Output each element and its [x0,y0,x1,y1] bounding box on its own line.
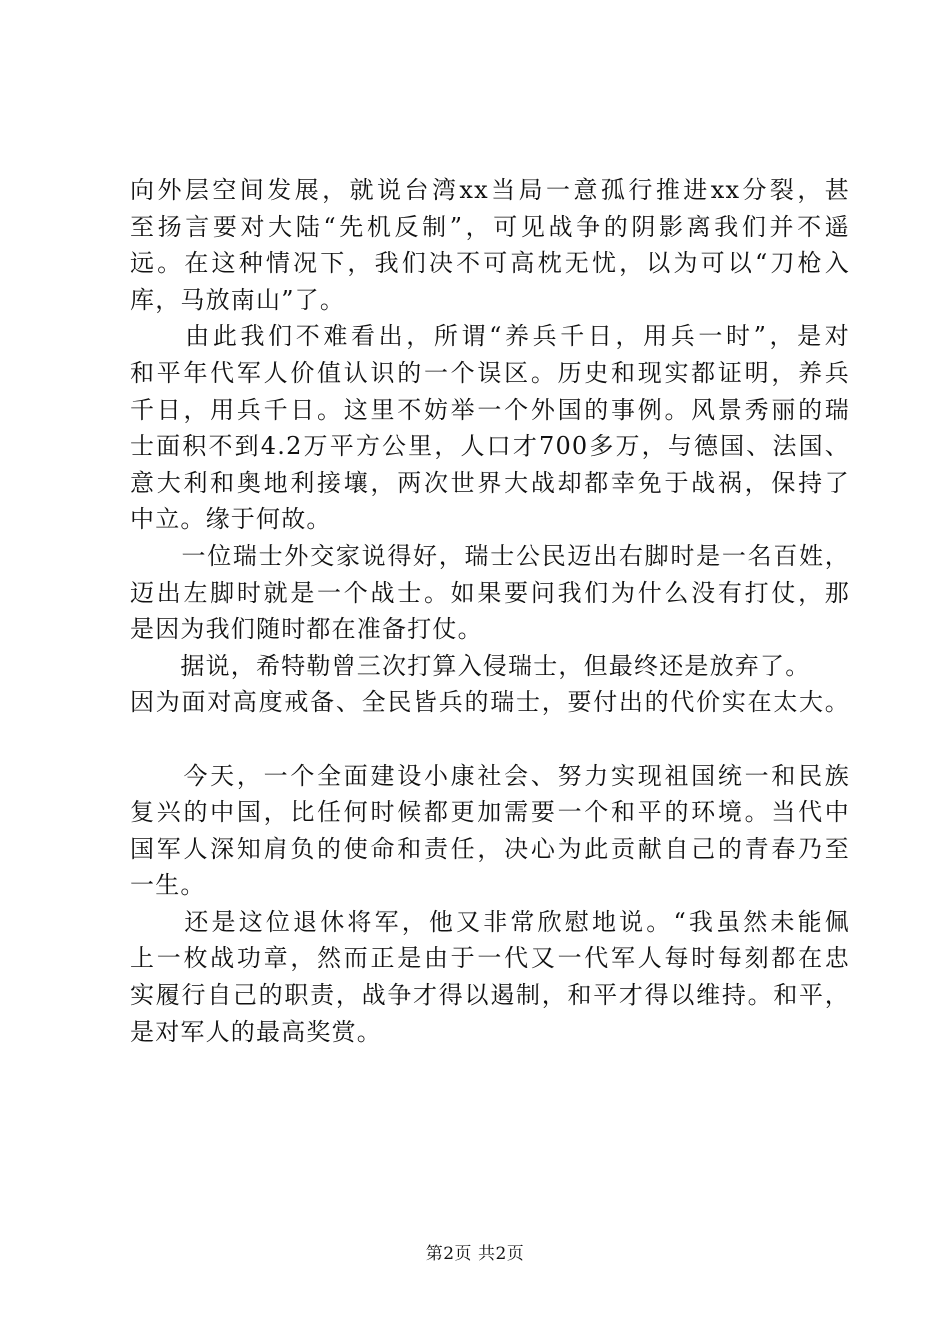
text-line: 向外层空间发展，就说台湾xx当局一意孤行推进xx分裂，甚 [130,176,850,204]
text-line: 实履行自己的职责，战争才得以遏制，和平才得以维持。和平， [130,981,850,1010]
text-line: 一生。 [130,871,206,900]
text-line: 由此我们不难看出，所谓“养兵千日，用兵一时”，是对 [130,322,850,351]
page-number-footer: 第2页 共2页 [425,1244,525,1264]
text-line: 至扬言要对大陆“先机反制”，可见战争的阴影离我们并不遥 [130,212,850,241]
blank-line [130,721,850,758]
text-line: 还是这位退休将军，他又非常欣慰地说。“我虽然未能佩 [130,907,850,936]
text-line: 远。在这种情况下，我们决不可高枕无忧，以为可以“刀枪入 [130,249,850,278]
text-line: 库，马放南山”了。 [130,285,346,314]
document-body [130,172,850,1050]
text-line: 中立。缘于何故。 [130,505,332,534]
text-line: 据说，希特勒曾三次打算入侵瑞士，但最终还是放弃了。 [130,651,811,680]
text-line: 意大利和奥地利接壤，两次世界大战却都幸免于战祸，保持了 [130,468,850,497]
text-line: 是对军人的最高奖赏。 [130,1017,382,1046]
text-line: 迈出左脚时就是一个战士。如果要问我们为什么没有打仗，那 [130,578,850,607]
text-line: 复兴的中国，比任何时候都更加需要一个和平的环境。当代中 [130,798,850,827]
text-line: 今天，一个全面建设小康社会、努力实现祖国统一和民族 [130,761,850,790]
text-line: 和平年代军人价值认识的一个误区。历史和现实都证明，养兵 [130,358,850,387]
text-line: 士面积不到4.2万平方公里，人口才700多万，与德国、法国、 [130,432,850,461]
text-line: 因为面对高度戒备、全民皆兵的瑞士，要付出的代价实在太大。 [130,688,850,717]
text-line: 千日，用兵千日。这里不妨举一个外国的事例。风景秀丽的瑞 [130,395,850,424]
text-line: 是因为我们随时都在准备打仗。 [130,615,483,644]
text-line: 一位瑞士外交家说得好，瑞士公民迈出右脚时是一名百姓， [130,541,850,570]
text-line: 上一枚战功章，然而正是由于一代又一代军人每时每刻都在忠 [130,944,850,973]
text-line: 国军人深知肩负的使命和责任，决心为此贡献自己的青春乃至 [130,834,850,863]
